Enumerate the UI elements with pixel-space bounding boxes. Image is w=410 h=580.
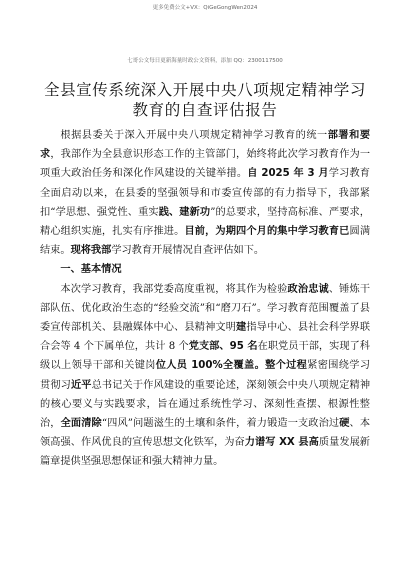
text-run: ，我部作为全县意识形态工作的主管部门，始终将此次学习教育作为一项重大政治任务和深化作风建设的关键举措。: [40, 149, 371, 180]
text-run: 本次学习教育，我部党委高度重视，将其作为检验: [60, 283, 288, 295]
title-line-2: 教育的自查评估报告: [132, 101, 278, 119]
bold-run: 建: [236, 322, 247, 334]
text-run: 总书记关于作风建设的重要论述，深刻领会中央八项规定精神的核心要义与实践要求，旨在通过系统性学习、深刻性查摆、根源性整治，: [40, 379, 371, 430]
text-run: “四风”问题滋生的土壤和条件，着力锻造一支政治过: [101, 418, 340, 430]
paragraph-intro: [40, 126, 370, 260]
bold-run: 政治忠诚: [287, 283, 329, 295]
promo-header-line: 更多免费公文+VX：QiGeGongWen2024: [152, 5, 258, 11]
text-run: 学习教育开展情况自查评估如下。: [111, 245, 265, 257]
text-run: 圆满结束。: [40, 226, 371, 257]
bold-run: 硬: [339, 418, 350, 430]
section-heading: 一、基本情况: [60, 264, 122, 276]
text-run: 、锤炼干部队伍、优化政治生态的“经验交流”和“磨刀石”。学习教育范围覆盖了县委宣传部机关、县融媒体中心、县精神文明: [40, 283, 371, 334]
text-run: 在职党员干部，实现了科级以上领导干部和关键岗: [40, 341, 370, 372]
bold-run: 部署和要求: [40, 130, 371, 161]
bold-run: 现将我部: [70, 245, 112, 257]
promo-subheader-line: 七哥公文每日更新海量时政公文资料，添加 QQ：2300117500: [127, 58, 283, 64]
text-run: 紧密围绕学习贯彻习: [40, 360, 371, 391]
document-title: [38, 80, 372, 120]
bold-run: 践、建新功: [158, 206, 211, 218]
text-run: 、本领高强、作风优良的宣传思想文化铁军，为奋: [40, 418, 371, 449]
paragraph-basic-info: [40, 280, 370, 472]
bold-run: 位人员 100%全覆盖。整个过程: [155, 360, 308, 372]
text-run: 质量发展新篇章提供坚强思想保证和强大精神力量。: [40, 437, 370, 468]
text-run: 根据县委关于深入开展中央八项规定精神学习教育的统一: [60, 130, 328, 141]
title-line-1: 全县宣传系统深入开展中央八项规定精神学习: [43, 81, 366, 99]
text-run: ”的总要求，坚持高标准、严要求，精心组织实施，扎实有序推进。: [40, 206, 370, 238]
text-run: 指导中心、县社会科学界联合会等 4 个下属单位，共计 8 个: [40, 322, 371, 353]
bold-run: 近平: [70, 379, 92, 391]
bold-run: 目前，为期四个月的集中学习教育已: [184, 226, 350, 238]
text-run: 学习教育全面启动以来，在县委的坚强领导和市委宣传部的有力指导下，我部紧扣“学思想、强党性、重实: [40, 168, 370, 218]
bold-run: 自 2025 年 3 月: [247, 168, 329, 180]
bold-run: 力谱写 XX 县高: [244, 437, 319, 449]
bold-run: 全面清除: [60, 418, 102, 430]
bold-run: 党支部、95 名: [188, 341, 258, 353]
document-body: [40, 126, 370, 472]
